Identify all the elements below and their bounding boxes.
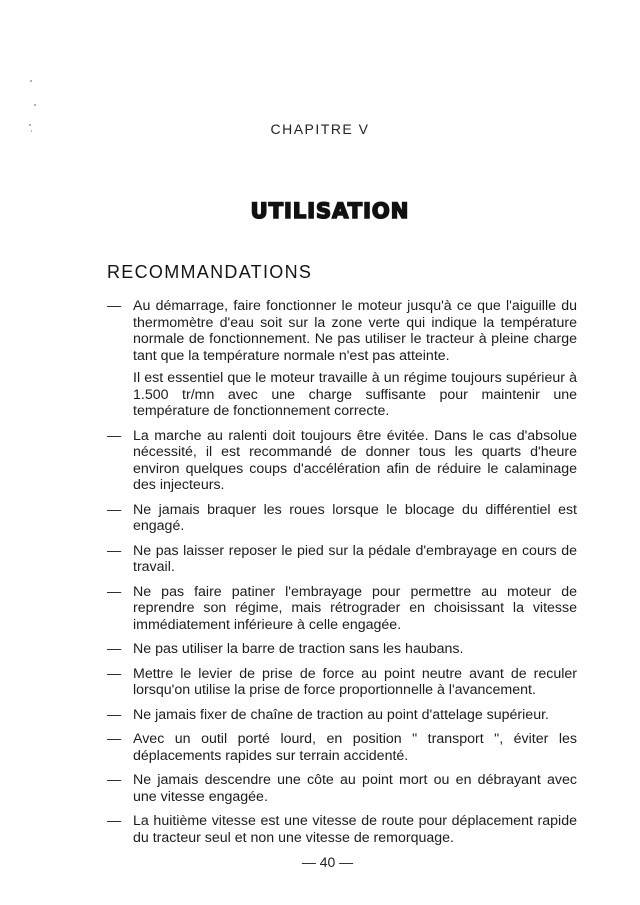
dash-marker: —	[107, 427, 122, 444]
page-title: UTILISATION	[250, 199, 410, 223]
list-item	[107, 502, 577, 535]
item-text: Ne pas faire patiner l'embrayage pour permettre au moteur de reprendre son régime, mais rétrograder en choisissant la vitesse immédiatement inférieure à celle engagée.	[133, 583, 577, 633]
item-text: Avec un outil porté lourd, en position " transport ", éviter les déplacements rapides sur terrain accidenté.	[133, 731, 577, 764]
item-text: Mettre le levier de prise de force au point neutre avant de reculer lorsqu'on utilise la prise de force proportionnelle à l'avancement.	[133, 665, 577, 698]
scan-speck	[34, 104, 36, 106]
recommendations-list	[107, 298, 577, 854]
item-text: Ne pas laisser reposer le pied sur la pédale d'embrayage en cours de travail.	[133, 542, 577, 575]
item-text: Ne jamais fixer de chaîne de traction au point d'attelage supérieur.	[133, 706, 549, 723]
section-heading: RECOMMANDATIONS	[107, 262, 313, 282]
list-item	[107, 813, 577, 846]
item-text: Il est essentiel que le moteur travaille à un régime toujours supérieur à 1.500 tr/mn avec une charge suffisante pour maintenir une température de fonctionnement correcte.	[133, 370, 577, 419]
dash-marker: —	[107, 665, 122, 682]
dash-marker: —	[107, 583, 122, 600]
list-item	[107, 707, 577, 724]
dash-marker: —	[107, 706, 122, 723]
list-item	[107, 666, 577, 699]
list-item	[107, 298, 577, 420]
page-number: — 40 —	[301, 854, 354, 870]
list-item	[107, 772, 577, 805]
scan-speck	[30, 80, 32, 82]
dash-marker: —	[107, 813, 122, 829]
item-text: Au démarrage, faire fonctionner le moteur jusqu'à ce que l'aiguille du thermomètre d'eau soit sur la zone verte qui indique la température normale de fonctionnement. Ne pas utiliser le tracteur à pleine charge tant que la température normale n'est pas atteinte.	[133, 298, 577, 364]
list-item	[107, 641, 577, 658]
item-text: Ne jamais descendre une côte au point mort ou en débrayant avec une vitesse engagée.	[133, 772, 577, 805]
dash-marker: —	[107, 641, 122, 657]
list-item	[107, 584, 577, 634]
chapter-label: CHAPITRE V	[270, 121, 370, 137]
dash-marker: —	[107, 731, 122, 747]
dash-marker: —	[107, 298, 122, 314]
item-text: Ne jamais braquer les roues lorsque le blocage du différentiel est engagé.	[133, 501, 577, 534]
dash-marker: —	[107, 501, 122, 518]
item-text: La huitième vitesse est une vitesse de route pour déplacement rapide du tracteur seul et non une vitesse de remorquage.	[133, 813, 577, 846]
dash-marker: —	[107, 542, 122, 559]
list-item	[107, 543, 577, 576]
list-item	[107, 428, 577, 494]
list-item	[107, 731, 577, 764]
item-text: La marche au ralenti doit toujours être évitée. Dans le cas d'absolue nécessité, il est recommandé de donner tous les quarts d'heure environ quelques coups d'accélération afin de réduire le calaminage des injecteurs.	[133, 427, 577, 493]
item-text: Ne pas utiliser la barre de traction sans les haubans.	[133, 641, 464, 657]
dash-marker: —	[107, 772, 122, 788]
